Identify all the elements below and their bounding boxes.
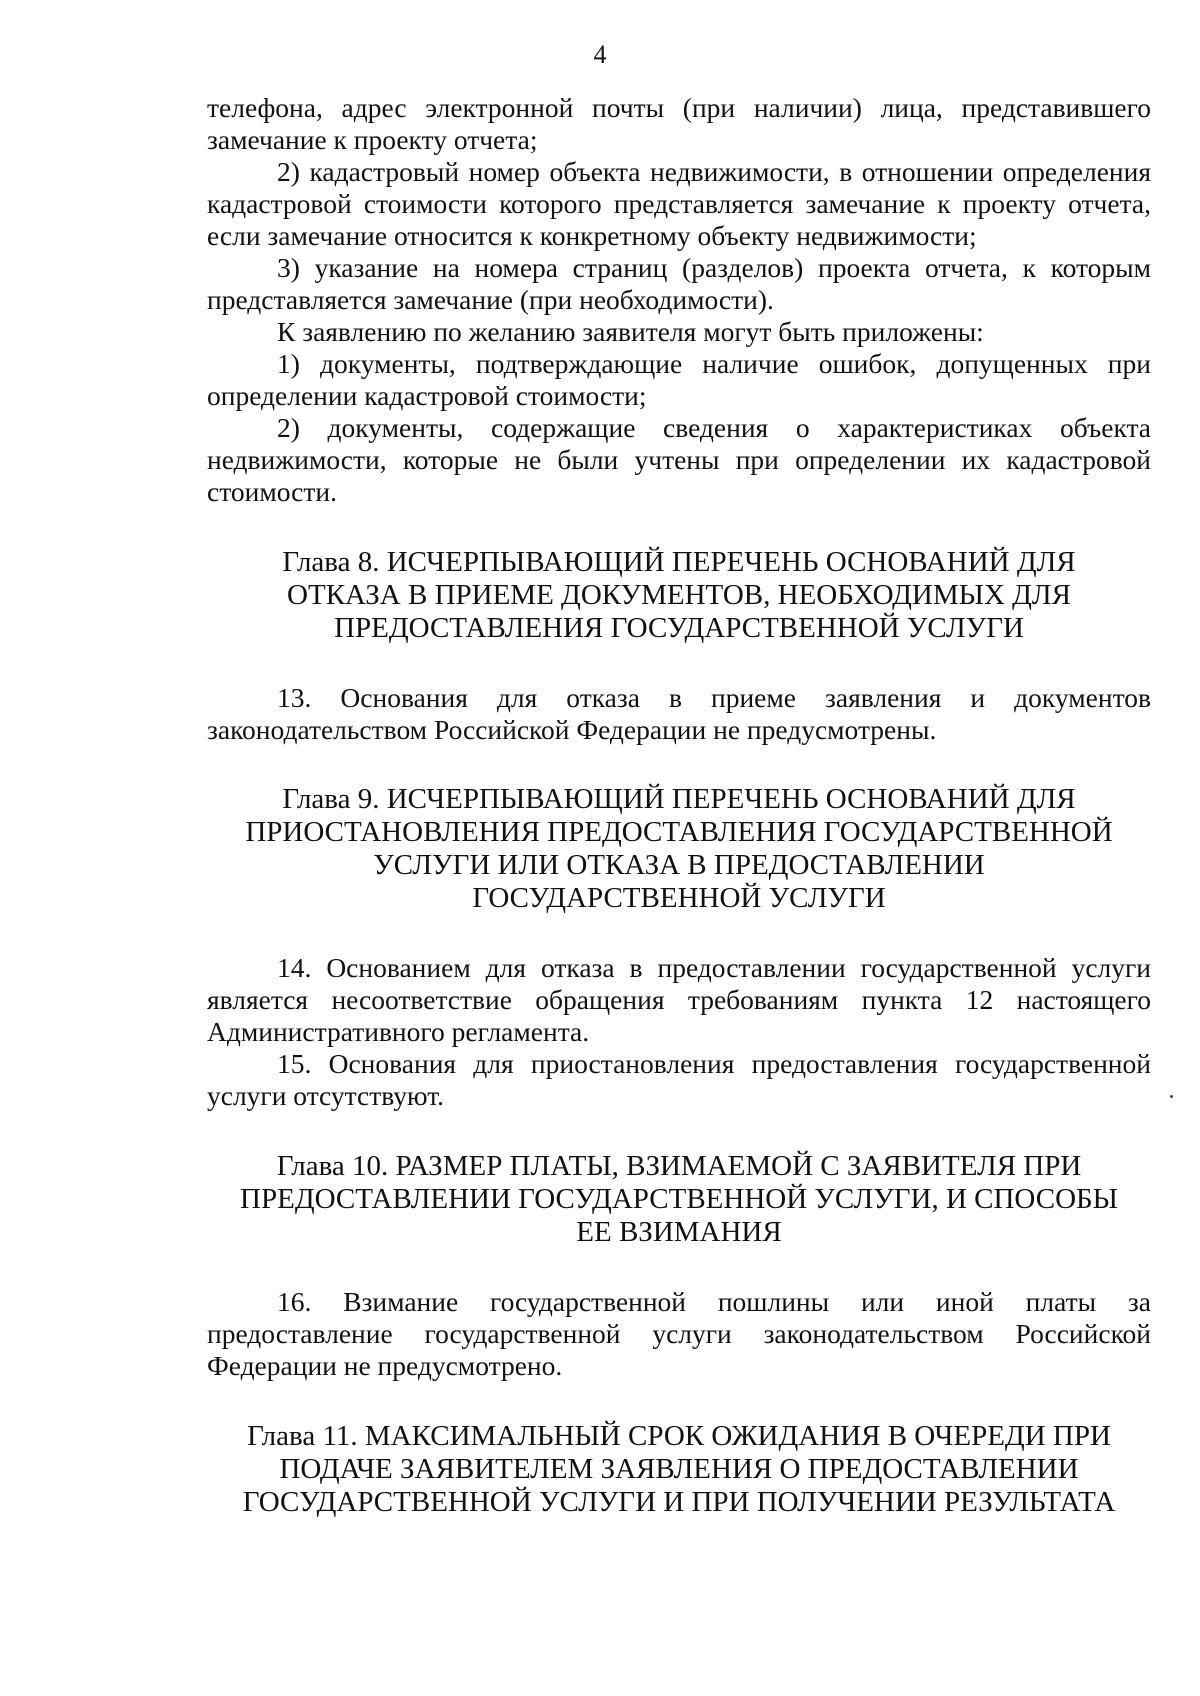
chapter-8-heading: Глава 8. ИСЧЕРПЫВАЮЩИЙ ПЕРЕЧЕНЬ ОСНОВАНИЙ ДЛЯ ОТКАЗА В ПРИЕМЕ ДОКУМЕНТОВ, НЕОБХОДИМЫХ ДЛЯ ПРЕДОСТАВЛЕНИЯ ГОСУДАРСТВЕННОЙ УСЛУГИ: [282, 546, 1076, 644]
paragraph-16: 16. Взимание государственной пошлины или иной платы за предоставление государственной услуги законодательством Российской Федерации не предусмотрено.: [207, 1286, 1151, 1381]
scan-speck: [1170, 1095, 1173, 1098]
paragraph-13: 13. Основания для отказа в приеме заявления и документов законодательством Российской Федерации не предусмотрены.: [207, 682, 1151, 745]
paragraph-14: 14. Основанием для отказа в предоставлении государственной услуги является несоответствие обращения требованиям пункта 12 настоящего Административного регламента.: [207, 952, 1151, 1047]
chapter-10-heading: Глава 10. РАЗМЕР ПЛАТЫ, ВЗИМАЕМОЙ С ЗАЯВИТЕЛЯ ПРИ ПРЕДОСТАВЛЕНИИ ГОСУДАРСТВЕННОЙ УСЛУГИ, И СПОСОБЫ ЕЕ ВЗИМАНИЯ: [240, 1150, 1118, 1248]
paragraph-continuation: телефона, адрес электронной почты (при наличии) лица, представившего замечание к проекту отчета;: [207, 92, 1151, 155]
paragraph-attachment-2: 2) документы, содержащие сведения о характеристиках объекта недвижимости, которые не были учтены при определении их кадастровой стоимости.: [207, 412, 1151, 507]
paragraph-item-3-page-numbers: 3) указание на номера страниц (разделов) проекта отчета, к которым представляется замечание (при необходимости).: [207, 252, 1151, 315]
paragraph-attachment-1: 1) документы, подтверждающие наличие ошибок, допущенных при определении кадастровой стоимости;: [207, 348, 1151, 411]
chapter-11-heading: Глава 11. МАКСИМАЛЬНЫЙ СРОК ОЖИДАНИЯ В ОЧЕРЕДИ ПРИ ПОДАЧЕ ЗАЯВИТЕЛЕМ ЗАЯВЛЕНИЯ О ПРЕДОСТАВЛЕНИИ ГОСУДАРСТВЕННОЙ УСЛУГИ И ПРИ ПОЛУЧЕНИИ РЕЗУЛЬТАТА: [242, 1420, 1116, 1518]
paragraph-attachments-intro: К заявлению по желанию заявителя могут быть приложены:: [277, 316, 984, 347]
chapter-9-heading: Глава 9. ИСЧЕРПЫВАЮЩИЙ ПЕРЕЧЕНЬ ОСНОВАНИЙ ДЛЯ ПРИОСТАНОВЛЕНИЯ ПРЕДОСТАВЛЕНИЯ ГОСУДАРСТВЕННОЙ УСЛУГИ ИЛИ ОТКАЗА В ПРЕДОСТАВЛЕНИИ ГОСУДАРСТВЕННОЙ УСЛУГИ: [245, 783, 1113, 914]
page-number: 4: [593, 40, 607, 69]
paragraph-item-2-cadastral-number: 2) кадастровый номер объекта недвижимости, в отношении определения кадастровой стоимости которого представляется замечание к проекту отчета, если замечание относится к конкретному объекту недвижимости;: [207, 156, 1151, 251]
paragraph-15: 15. Основания для приостановления предоставления государственной услуги отсутствуют.: [207, 1048, 1151, 1111]
document-body: [207, 92, 1151, 1519]
